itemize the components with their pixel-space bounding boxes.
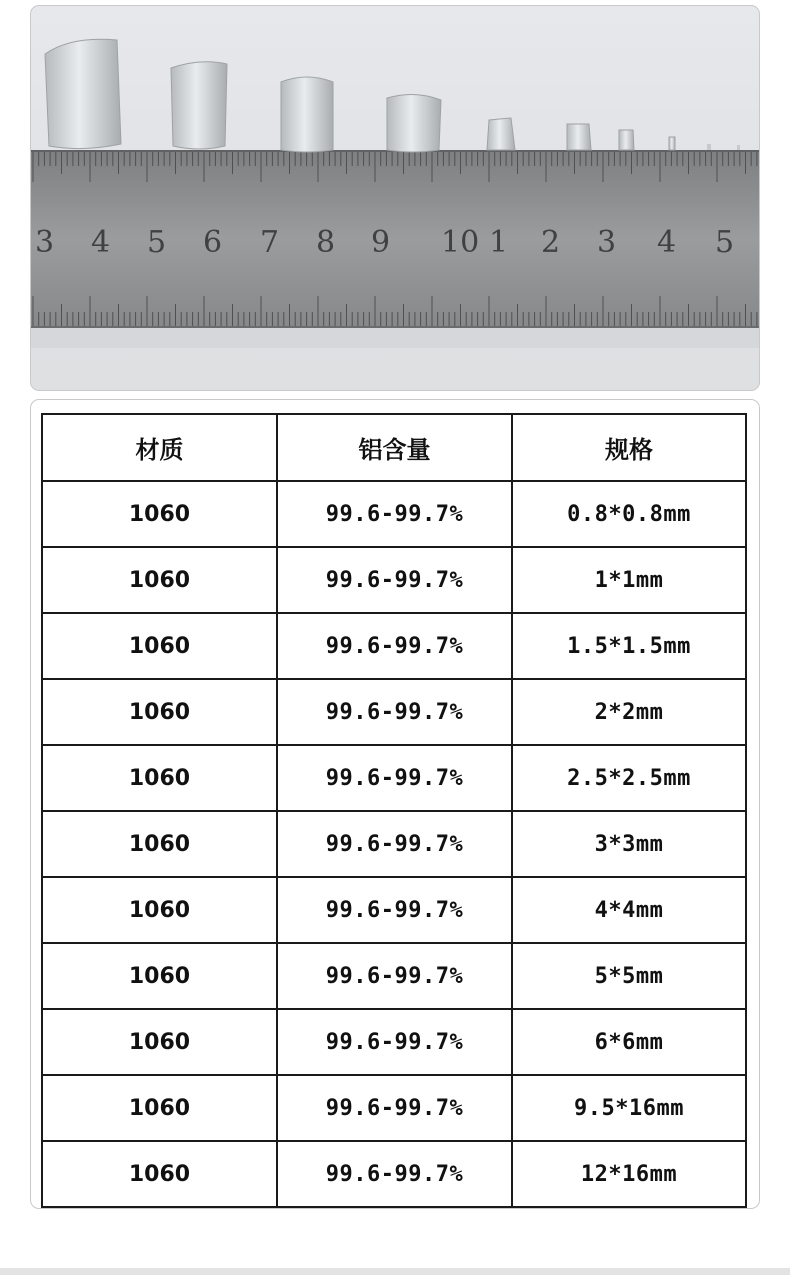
cell-aluminum: 99.6-99.7% bbox=[277, 745, 512, 811]
table-row bbox=[42, 613, 746, 679]
cell-material: 1060 bbox=[42, 811, 277, 877]
cell-spec: 1*1mm bbox=[512, 547, 746, 613]
cell-material: 1060 bbox=[42, 1075, 277, 1141]
cell-aluminum: 99.6-99.7% bbox=[277, 811, 512, 877]
ruler-number: 9 bbox=[371, 225, 391, 260]
cell-material: 1060 bbox=[42, 943, 277, 1009]
table-row bbox=[42, 745, 746, 811]
table-row bbox=[42, 547, 746, 613]
particle-8 bbox=[669, 137, 675, 150]
cell-spec: 4*4mm bbox=[512, 877, 746, 943]
cell-aluminum: 99.6-99.7% bbox=[277, 1009, 512, 1075]
cell-material: 1060 bbox=[42, 1141, 277, 1207]
table-row bbox=[42, 811, 746, 877]
ruler-number: 6 bbox=[203, 225, 223, 260]
table-row bbox=[42, 1141, 746, 1207]
particle-7 bbox=[619, 130, 634, 150]
table-row bbox=[42, 877, 746, 943]
cell-material: 1060 bbox=[42, 547, 277, 613]
product-photo bbox=[30, 5, 760, 391]
cell-aluminum: 99.6-99.7% bbox=[277, 481, 512, 547]
cell-spec: 12*16mm bbox=[512, 1141, 746, 1207]
ruler-number: 4 bbox=[657, 225, 677, 260]
cell-material: 1060 bbox=[42, 877, 277, 943]
table-row bbox=[42, 1009, 746, 1075]
cell-material: 1060 bbox=[42, 745, 277, 811]
spec-table bbox=[41, 413, 747, 1208]
particle-4 bbox=[387, 94, 441, 152]
cell-spec: 1.5*1.5mm bbox=[512, 613, 746, 679]
cell-spec: 0.8*0.8mm bbox=[512, 481, 746, 547]
cell-aluminum: 99.6-99.7% bbox=[277, 679, 512, 745]
ruler-number: 8 bbox=[316, 225, 336, 260]
cell-aluminum: 99.6-99.7% bbox=[277, 1075, 512, 1141]
cell-spec: 5*5mm bbox=[512, 943, 746, 1009]
cell-aluminum: 99.6-99.7% bbox=[277, 877, 512, 943]
bottom-divider bbox=[0, 1268, 790, 1275]
header-aluminum-content: 铝含量 bbox=[277, 414, 512, 481]
cell-material: 1060 bbox=[42, 679, 277, 745]
table-row bbox=[42, 1075, 746, 1141]
particle-6 bbox=[567, 124, 591, 150]
particle-9 bbox=[707, 144, 711, 150]
particle-large bbox=[45, 39, 121, 148]
spec-table-card bbox=[30, 399, 760, 1209]
ruler bbox=[31, 150, 759, 328]
table-row bbox=[42, 943, 746, 1009]
cell-aluminum: 99.6-99.7% bbox=[277, 943, 512, 1009]
table-row bbox=[42, 679, 746, 745]
ruler-number: 3 bbox=[597, 225, 617, 260]
cell-aluminum: 99.6-99.7% bbox=[277, 1141, 512, 1207]
header-material: 材质 bbox=[42, 414, 277, 481]
particle-3 bbox=[281, 77, 333, 152]
ruler-number: 2 bbox=[541, 225, 561, 260]
particle-2 bbox=[171, 62, 227, 149]
table-row bbox=[42, 481, 746, 547]
cell-material: 1060 bbox=[42, 1009, 277, 1075]
ruler-number: 5 bbox=[147, 225, 167, 260]
ruler-number: 5 bbox=[715, 225, 735, 260]
aluminum-particles bbox=[45, 39, 740, 152]
ruler-number: 1 bbox=[489, 225, 509, 260]
header-spec: 规格 bbox=[512, 414, 746, 481]
ruler-number: 10 bbox=[441, 225, 480, 260]
table-header-row bbox=[42, 414, 746, 481]
ruler-number: 3 bbox=[35, 225, 55, 260]
ruler-photo-svg bbox=[31, 6, 759, 390]
cell-spec: 2*2mm bbox=[512, 679, 746, 745]
cell-material: 1060 bbox=[42, 481, 277, 547]
cell-spec: 6*6mm bbox=[512, 1009, 746, 1075]
cell-spec: 9.5*16mm bbox=[512, 1075, 746, 1141]
cell-spec: 3*3mm bbox=[512, 811, 746, 877]
particle-5 bbox=[487, 118, 515, 150]
ruler-number: 7 bbox=[260, 225, 280, 260]
particle-10 bbox=[737, 145, 740, 150]
ruler-number: 4 bbox=[91, 225, 111, 260]
cell-material: 1060 bbox=[42, 613, 277, 679]
cell-spec: 2.5*2.5mm bbox=[512, 745, 746, 811]
cell-aluminum: 99.6-99.7% bbox=[277, 613, 512, 679]
cell-aluminum: 99.6-99.7% bbox=[277, 547, 512, 613]
